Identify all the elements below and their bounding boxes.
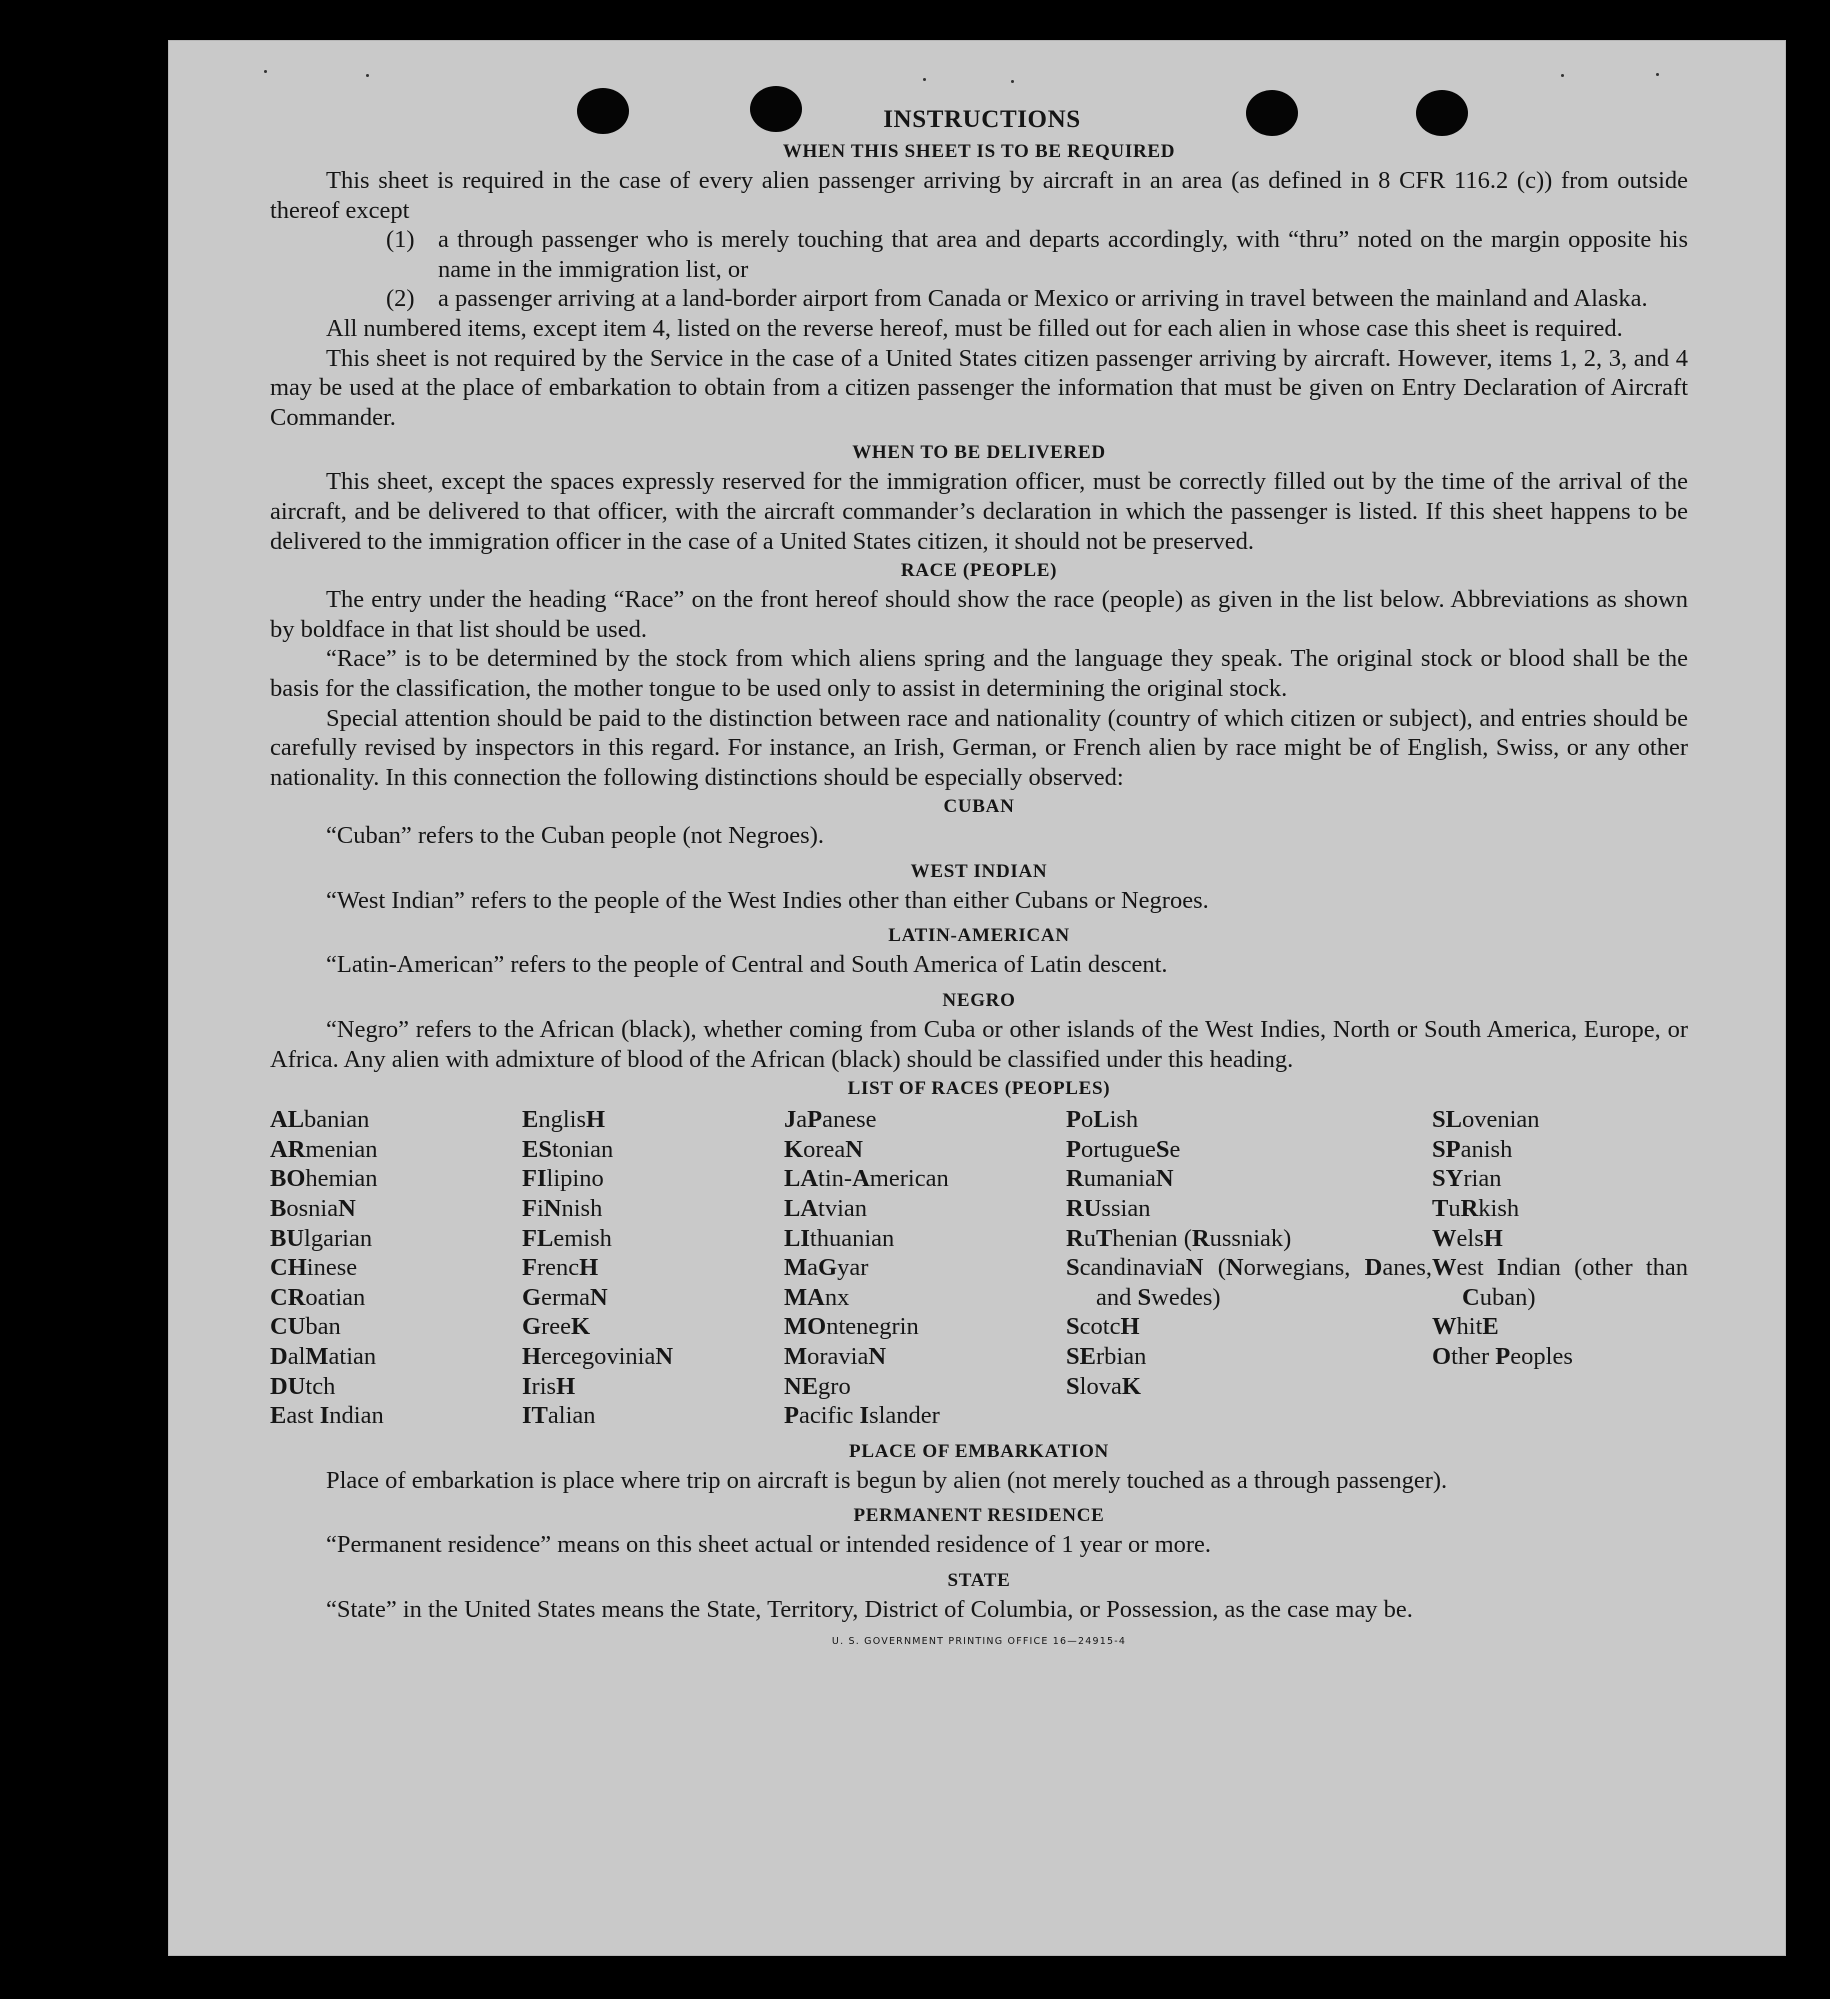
- race-list-item: PortugueSe: [1066, 1135, 1181, 1163]
- section-heading-list-of-races: LIST OF RACES (PEOPLES): [847, 1078, 1111, 1100]
- race-list-item: CUban: [270, 1313, 341, 1341]
- list-item-number: (1): [386, 226, 415, 254]
- section-heading-cuban: CUBAN: [943, 796, 1015, 818]
- paper-speck: [1561, 74, 1564, 77]
- race-list-item: FLemish: [522, 1224, 612, 1252]
- list-item: [386, 225, 1688, 284]
- section-heading-race: RACE (PEOPLE): [900, 560, 1058, 582]
- paragraph-place-of-embarkation: Place of embarkation is place where trip on aircraft is begun by alien (not merely touched as a through passenger).: [326, 1466, 1448, 1494]
- list-item: [386, 284, 1688, 314]
- section-heading-state: STATE: [947, 1569, 1011, 1591]
- race-list-item: KoreaN: [784, 1135, 863, 1163]
- section-heading-west-indian: WEST INDIAN: [910, 860, 1048, 882]
- race-list-item: SlovaK: [1066, 1372, 1141, 1400]
- race-list-item: GermaN: [522, 1283, 608, 1311]
- race-list-item: SPanish: [1432, 1135, 1513, 1163]
- paragraph-numbered-items: All numbered items, except item 4, listed on the reverse hereof, must be filled out for each alien in whose case this sheet is required.: [326, 314, 1623, 342]
- race-list-item: NEgro: [784, 1372, 851, 1400]
- race-list-item: EnglisH: [522, 1106, 606, 1134]
- race-list-item: FrencH: [522, 1254, 599, 1282]
- section-heading-when-required: WHEN THIS SHEET IS TO BE REQUIRED: [782, 141, 1176, 162]
- printing-office-footer: U. S. GOVERNMENT PRINTING OFFICE 16—24915-4: [831, 1635, 1127, 1647]
- race-list-item: WelsH: [1432, 1224, 1503, 1252]
- race-list-column: [784, 1105, 1066, 1431]
- race-list-item: Other Peoples: [1432, 1343, 1573, 1370]
- race-list-item: PoLish: [1066, 1106, 1139, 1134]
- race-list-item: WhitE: [1432, 1313, 1499, 1341]
- paragraph-citizen-passenger: This sheet is not required by the Service in the case of a United States citizen passenger arriving by aircraft. However, items 1, 2, 3, and 4 may be used at the place of embarkation to obtain from a citizen passenger the information that must be given on Entry Declaration of Aircraft Commander.: [270, 344, 1688, 431]
- paper-speck: [1011, 80, 1014, 83]
- list-item-text: a through passenger who is merely touching that area and departs accordingly, with “thru” noted on the margin opposite his name in the immigration list, or: [438, 226, 1688, 283]
- race-list-column: [270, 1105, 522, 1431]
- paragraph-latin-american: “Latin-American” refers to the people of Central and South America of Latin descent.: [326, 951, 1168, 979]
- race-list: [270, 1105, 1688, 1431]
- race-list-item: DUtch: [270, 1372, 336, 1400]
- race-list-item: MoraviaN: [784, 1343, 887, 1370]
- race-list-item: TuRkish: [1432, 1195, 1520, 1223]
- race-list-item: LAtvian: [784, 1195, 868, 1223]
- race-list-item: DalMatian: [270, 1343, 377, 1370]
- race-list-item: HercegoviniaN: [522, 1343, 674, 1370]
- race-list-item: CHinese: [270, 1254, 358, 1282]
- section-heading-place-of-embarkation: PLACE OF EMBARKATION: [849, 1440, 1109, 1462]
- paragraph-race-entry: The entry under the heading “Race” on the front hereof should show the race (people) as given in the list below. Abbreviations as shown by boldface in that list should be used.: [270, 586, 1688, 643]
- paper-speck: [366, 74, 369, 77]
- race-list-item: MaGyar: [784, 1254, 869, 1282]
- paragraph-cuban: “Cuban” refers to the Cuban people (not Negroes).: [326, 822, 824, 850]
- race-list-item: ScandinaviaN (Norwegians, Danes, and Swedes): [1066, 1254, 1433, 1311]
- race-list-item: EStonian: [522, 1135, 614, 1163]
- paper-speck: [264, 70, 267, 73]
- race-list-item: CRoatian: [270, 1283, 366, 1311]
- race-list-item: MOntenegrin: [784, 1313, 919, 1341]
- race-list-item: MAnx: [784, 1283, 850, 1311]
- section-heading-permanent-residence: PERMANENT RESIDENCE: [853, 1505, 1105, 1527]
- race-list-item: JaPanese: [784, 1106, 877, 1134]
- section-heading-latin-american: LATIN-AMERICAN: [888, 925, 1070, 947]
- race-list-item: ARmenian: [270, 1135, 378, 1163]
- race-list-item: IrisH: [522, 1372, 576, 1400]
- race-list-item: BosniaN: [270, 1195, 356, 1223]
- paragraph-negro: “Negro” refers to the African (black), whether coming from Cuba or other islands of the West Indies, North or South America, Europe, or Africa. Any alien with admixture of blood of the African (black) should be classified under this heading.: [270, 1016, 1688, 1073]
- paragraph-race-nationality: Special attention should be paid to the distinction between race and nationality (country of which citizen or subject), and entries should be carefully revised by inspectors in this regard. For instance, an Irish, German, or French alien by race might be of English, Swiss, or any other nationality. In this connection the following distinctions should be especially observed:: [270, 704, 1688, 791]
- paragraph-race-determination: “Race” is to be determined by the stock from which aliens spring and the language they speak. The original stock or blood shall be the basis for the classification, the mother tongue to be used only to assist in determining the original stock.: [270, 645, 1688, 702]
- race-list-item: BUlgarian: [270, 1224, 373, 1252]
- race-list-item: GreeK: [522, 1313, 591, 1341]
- race-list-item: BOhemian: [270, 1165, 378, 1193]
- race-list-item: West Indian (other than Cuban): [1432, 1254, 1688, 1311]
- list-item-text: a passenger arriving at a land-border airport from Canada or Mexico or arriving in travel between the mainland and Alaska.: [438, 285, 1648, 313]
- section-heading-when-delivered: WHEN TO BE DELIVERED: [852, 442, 1106, 464]
- race-list-item: ITalian: [522, 1402, 596, 1430]
- paper-speck: [1656, 73, 1659, 76]
- race-list-column: [1066, 1105, 1432, 1431]
- race-list-column: [1432, 1105, 1688, 1431]
- race-list-item: FIlipino: [522, 1165, 604, 1193]
- race-list-item: Pacific Islander: [784, 1402, 940, 1430]
- race-list-item: SErbian: [1066, 1343, 1147, 1370]
- document-sheet: [168, 40, 1786, 1956]
- race-list-item: LAtin-American: [784, 1165, 949, 1193]
- paper-speck: [923, 78, 926, 81]
- race-list-item: SLovenian: [1432, 1106, 1540, 1134]
- race-list-item: FiNnish: [522, 1195, 603, 1223]
- race-list-item: RuThenian (Russniak): [1066, 1224, 1292, 1252]
- page-title: INSTRUCTIONS: [883, 106, 1081, 133]
- paragraph-state: “State” in the United States means the State, Territory, District of Columbia, or Possession, as the case may be.: [326, 1595, 1413, 1623]
- instructions-content: [270, 103, 1688, 1653]
- section-heading-negro: NEGRO: [942, 990, 1016, 1012]
- race-list-item: LIthuanian: [784, 1224, 895, 1252]
- race-list-item: ALbanian: [270, 1106, 370, 1134]
- race-list-item: ScotcH: [1066, 1313, 1140, 1341]
- race-list-item: RumaniaN: [1066, 1165, 1174, 1193]
- paragraph-when-required-intro: This sheet is required in the case of every alien passenger arriving by aircraft in an area (as defined in 8 CFR 116.2 (c)) from outside thereof except: [270, 167, 1688, 224]
- race-list-column: [522, 1105, 784, 1431]
- race-list-item: RUssian: [1066, 1195, 1151, 1223]
- paragraph-when-delivered: This sheet, except the spaces expressly reserved for the immigration officer, must be correctly filled out by the time of the arrival of the aircraft, and be delivered to that officer, with the aircraft commander’s declaration in which the passenger is listed. If this sheet happens to be delivered to the immigration officer in the case of a United States citizen, it should not be preserved.: [270, 468, 1688, 555]
- list-item-number: (2): [386, 285, 415, 313]
- paragraph-west-indian: “West Indian” refers to the people of the West Indies other than either Cubans or Negroes.: [326, 886, 1209, 914]
- race-list-item: East Indian: [270, 1402, 384, 1430]
- race-list-item: SYrian: [1432, 1165, 1502, 1193]
- paragraph-permanent-residence: “Permanent residence” means on this sheet actual or intended residence of 1 year or more.: [326, 1531, 1212, 1559]
